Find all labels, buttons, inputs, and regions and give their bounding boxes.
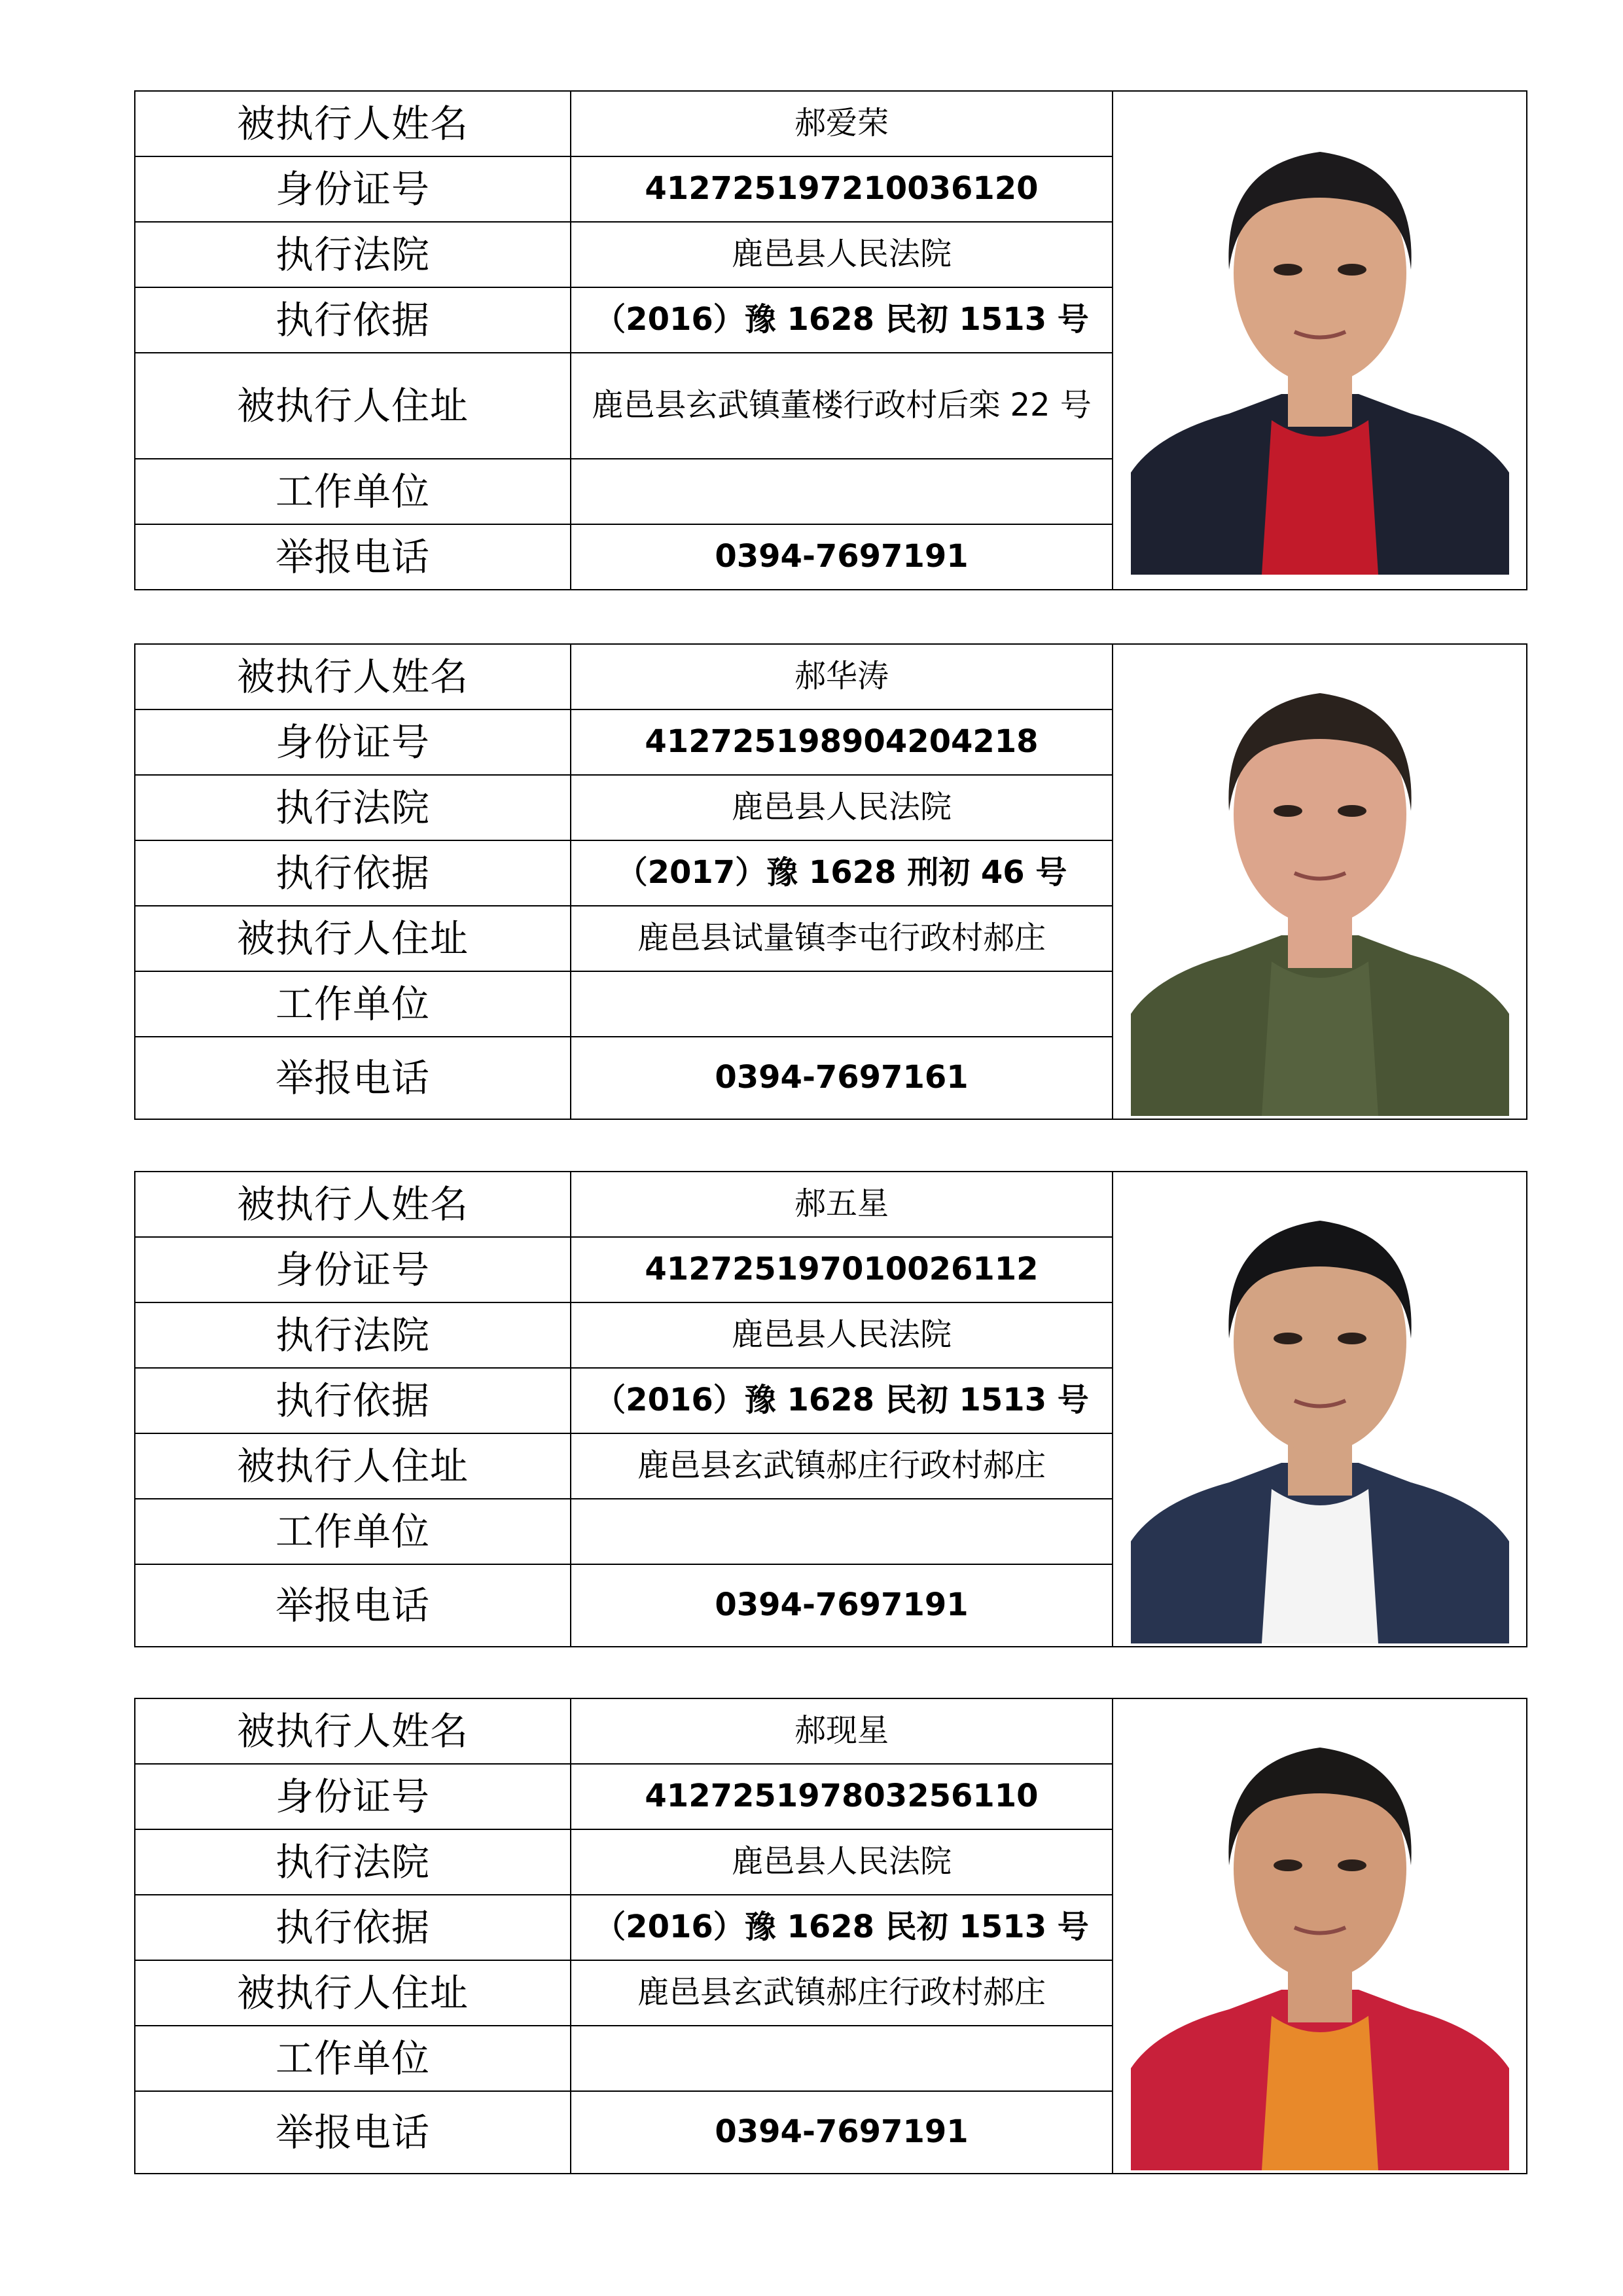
value-phone: 0394-7697191	[571, 1564, 1113, 1647]
value-basis: （2016）豫 1628 民初 1513 号	[571, 1368, 1113, 1433]
record-table	[134, 90, 1527, 590]
label-address: 被执行人住址	[135, 1960, 571, 2026]
value-employer	[571, 2026, 1113, 2091]
label-name: 被执行人姓名	[135, 91, 571, 156]
label-phone: 举报电话	[135, 2091, 571, 2174]
record-table	[134, 643, 1527, 1120]
label-court: 执行法院	[135, 222, 571, 287]
value-basis: （2017）豫 1628 刑初 46 号	[571, 840, 1113, 906]
label-employer: 工作单位	[135, 459, 571, 524]
label-phone: 举报电话	[135, 524, 571, 590]
photo-cell	[1113, 1698, 1527, 2174]
right-eye	[1338, 1859, 1366, 1871]
value-address: 鹿邑县玄武镇董楼行政村后栾 22 号	[571, 353, 1113, 459]
label-id: 身份证号	[135, 1237, 571, 1302]
left-eye	[1274, 1333, 1302, 1344]
right-eye	[1338, 264, 1366, 276]
label-address: 被执行人住址	[135, 1433, 571, 1499]
value-address: 鹿邑县玄武镇郝庄行政村郝庄	[571, 1433, 1113, 1499]
value-basis: （2016）豫 1628 民初 1513 号	[571, 1895, 1113, 1960]
record-table	[134, 1698, 1527, 2174]
label-address: 被执行人住址	[135, 906, 571, 971]
label-court: 执行法院	[135, 1829, 571, 1895]
label-address: 被执行人住址	[135, 353, 571, 459]
label-employer: 工作单位	[135, 2026, 571, 2091]
label-basis: 执行依据	[135, 1368, 571, 1433]
left-eye	[1274, 264, 1302, 276]
photo-cell	[1113, 1172, 1527, 1647]
label-phone: 举报电话	[135, 1037, 571, 1119]
value-name: 郝现星	[571, 1698, 1113, 1764]
right-eye	[1338, 1333, 1366, 1344]
label-court: 执行法院	[135, 775, 571, 840]
value-court: 鹿邑县人民法院	[571, 1829, 1113, 1895]
value-employer	[571, 971, 1113, 1037]
left-eye	[1274, 805, 1302, 817]
label-id: 身份证号	[135, 1764, 571, 1829]
value-id: 412725198904204218	[571, 709, 1113, 775]
left-eye	[1274, 1859, 1302, 1871]
label-court: 执行法院	[135, 1302, 571, 1368]
person-photo	[1131, 647, 1509, 1116]
label-basis: 执行依据	[135, 840, 571, 906]
value-name: 郝五星	[571, 1172, 1113, 1237]
value-address: 鹿邑县试量镇李屯行政村郝庄	[571, 906, 1113, 971]
value-name: 郝爱荣	[571, 91, 1113, 156]
value-phone: 0394-7697191	[571, 524, 1113, 590]
value-court: 鹿邑县人民法院	[571, 1302, 1113, 1368]
value-court: 鹿邑县人民法院	[571, 222, 1113, 287]
label-employer: 工作单位	[135, 1499, 571, 1564]
shirt-shape	[1262, 2016, 1378, 2170]
photo-cell	[1113, 644, 1527, 1119]
value-employer	[571, 1499, 1113, 1564]
value-court: 鹿邑县人民法院	[571, 775, 1113, 840]
value-basis: （2016）豫 1628 民初 1513 号	[571, 287, 1113, 353]
label-id: 身份证号	[135, 156, 571, 222]
person-photo	[1131, 1175, 1509, 1643]
label-basis: 执行依据	[135, 1895, 571, 1960]
record-table	[134, 1171, 1527, 1647]
label-id: 身份证号	[135, 709, 571, 775]
person-photo	[1131, 1702, 1509, 2170]
photo-cell	[1113, 91, 1527, 590]
value-employer	[571, 459, 1113, 524]
value-address: 鹿邑县玄武镇郝庄行政村郝庄	[571, 1960, 1113, 2026]
value-phone: 0394-7697161	[571, 1037, 1113, 1119]
label-name: 被执行人姓名	[135, 644, 571, 709]
value-id: 412725197210036120	[571, 156, 1113, 222]
shirt-shape	[1262, 1489, 1378, 1643]
label-basis: 执行依据	[135, 287, 571, 353]
shirt-shape	[1262, 961, 1378, 1116]
value-name: 郝华涛	[571, 644, 1113, 709]
person-photo	[1131, 106, 1509, 575]
value-id: 412725197803256110	[571, 1764, 1113, 1829]
shirt-shape	[1262, 420, 1378, 575]
label-employer: 工作单位	[135, 971, 571, 1037]
right-eye	[1338, 805, 1366, 817]
value-id: 412725197010026112	[571, 1237, 1113, 1302]
label-name: 被执行人姓名	[135, 1172, 571, 1237]
label-phone: 举报电话	[135, 1564, 571, 1647]
value-phone: 0394-7697191	[571, 2091, 1113, 2174]
label-name: 被执行人姓名	[135, 1698, 571, 1764]
